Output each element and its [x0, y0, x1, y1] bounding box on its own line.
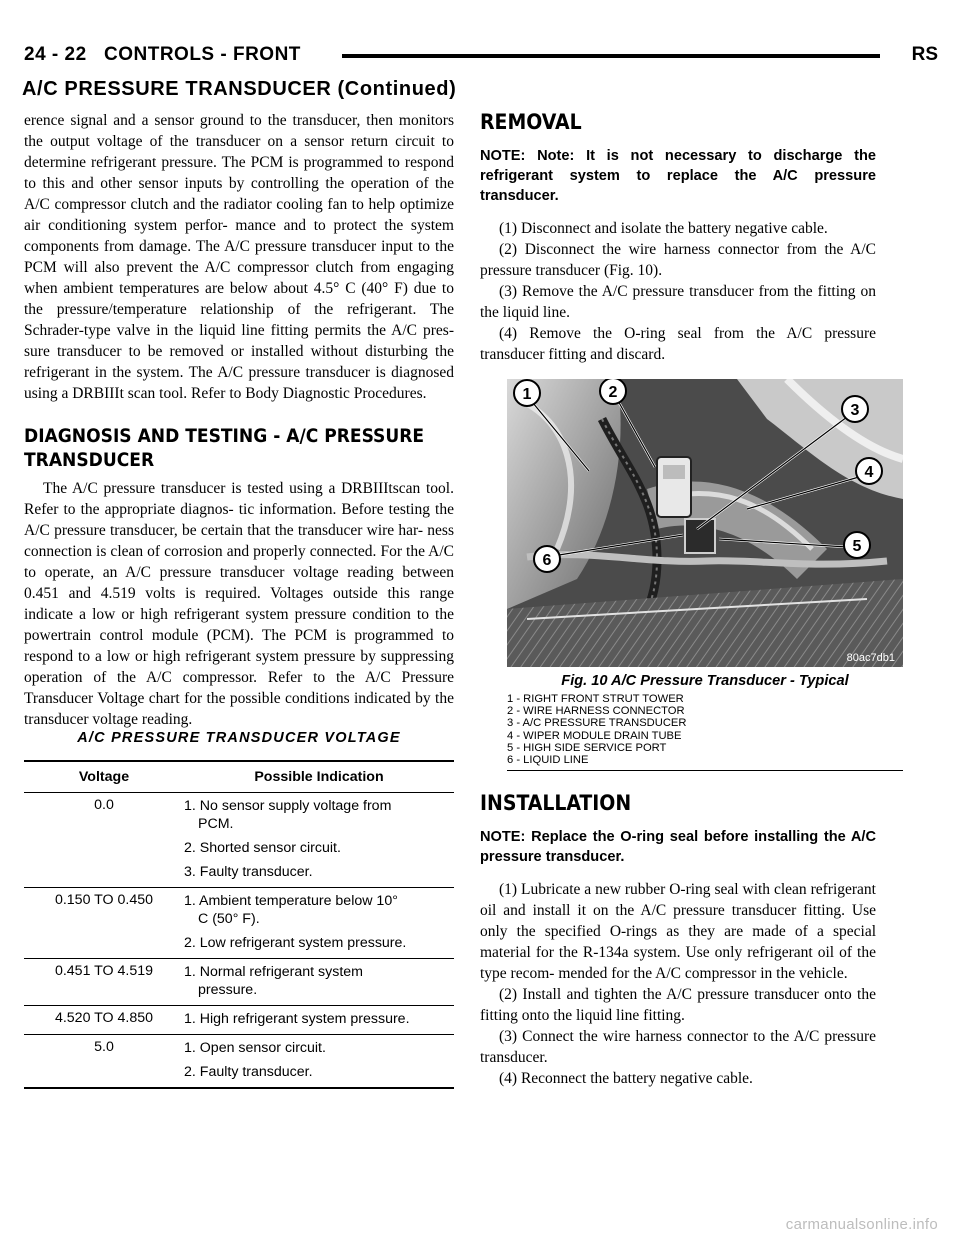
installation-step: (1) Lubricate a new rubber O-ring seal with clean refrigerant oil and install it on the A/C pressure transducer fitting. Use only the specified O-rings as they are made of a special material for the R-134a system. Use only refrigerant oil of the type recom- mended for the A/C compressor in the vehicle. — [480, 881, 876, 983]
removal-step: (1) Disconnect and isolate the battery negative cable. — [499, 220, 828, 237]
legend-item: 2 - WIRE HARNESS CONNECTOR — [507, 705, 685, 718]
svg-text:5: 5 — [852, 538, 862, 555]
indication-cell — [184, 888, 454, 959]
indication-cell — [184, 1006, 454, 1035]
table-title: A/C PRESSURE TRANSDUCER VOLTAGE — [77, 730, 401, 746]
indication-line: 2. Faulty transducer. — [184, 1064, 313, 1080]
legend-item: 5 - HIGH SIDE SERVICE PORT — [507, 741, 667, 754]
removal-heading: REMOVAL — [480, 110, 582, 134]
voltage-table — [24, 760, 454, 1089]
indication-line: 1. No sensor supply voltage from — [184, 798, 392, 814]
svg-text:1: 1 — [522, 386, 532, 403]
installation-heading: INSTALLATION — [480, 791, 632, 816]
installation-steps — [480, 879, 876, 1089]
indication-line: 2. Shorted sensor circuit. — [184, 840, 341, 856]
removal-step: (3) Remove the A/C pressure transducer from the fitting on the liquid line. — [480, 283, 876, 321]
callout-1 — [514, 380, 540, 406]
figure-caption: Fig. 10 A/C Pressure Transducer - Typical — [561, 673, 849, 689]
indication-cell — [184, 1035, 454, 1089]
indication-cell — [184, 793, 454, 888]
installation-step: (3) Connect the wire harness connector to the A/C pressure transducer. — [480, 1028, 876, 1067]
indication-line: PCM. — [198, 816, 234, 832]
indication-line: 1. High refrigerant system pressure. — [184, 1011, 410, 1027]
legend-item: 1 - RIGHT FRONT STRUT TOWER — [507, 693, 684, 705]
removal-step: (2) Disconnect the wire harness connector from the A/C pressure transducer (Fig. 10). — [480, 241, 876, 279]
table-row — [24, 793, 454, 888]
voltage-cell: 0.451 TO 4.519 — [24, 959, 184, 1006]
indication-line: pressure. — [198, 982, 258, 998]
indication-line: C (50° F). — [198, 911, 260, 927]
diagnosis-heading: DIAGNOSIS AND TESTING - A/C PRESSURE TRANSDUCER — [24, 425, 425, 471]
watermark: carmanualsonline.info — [785, 1216, 938, 1233]
indication-line: 2. Low refrigerant system pressure. — [184, 935, 407, 951]
indication-line: 1. Open sensor circuit. — [184, 1040, 326, 1056]
table-row — [24, 888, 454, 959]
removal-steps — [480, 218, 876, 365]
diagnosis-paragraph: The A/C pressure transducer is tested using a DRBIIItscan tool. Refer to the appropriate diagnos- tic information. Before testing the A/C pressure transducer, be certain that the transducer wire har- ness connection is clean of corrosion and properly connected. For the A/C to operate, an A/C pressure transducer voltage reading between 0.451 and 4.519 volts is required. Voltages outside this range indicate a low or high refrigerant system pressure condition to the powertrain control module (PCM). The PCM is programmed to respond to a low or high refrigerant system pressure by suppressing operation of the A/C compressor. Refer to the A/C Pressure Transducer Voltage chart for the possible conditions indicated by the transducer voltage reading. — [24, 480, 454, 728]
installation-step: (2) Install and tighten the A/C pressure transducer onto the fitting onto the liquid line fitting. — [480, 986, 876, 1025]
svg-text:2: 2 — [608, 384, 618, 401]
engine-bay-photo — [507, 379, 903, 667]
voltage-cell: 4.520 TO 4.850 — [24, 1006, 184, 1035]
indication-line: 1. Normal refrigerant system — [184, 964, 363, 980]
indication-line: 1. Ambient temperature below 10° — [184, 893, 398, 909]
figure-photo — [507, 379, 903, 667]
legend-item: 6 - LIQUID LINE — [507, 754, 589, 767]
legend-item: 3 - A/C PRESSURE TRANSDUCER — [507, 717, 687, 730]
svg-text:3: 3 — [850, 402, 860, 419]
right-column — [480, 110, 895, 1089]
figure-legend — [507, 693, 903, 771]
left-column — [24, 110, 454, 1089]
svg-text:6: 6 — [542, 552, 552, 569]
table-row — [24, 959, 454, 1006]
continued-title: A/C PRESSURE TRANSDUCER (Continued) — [22, 78, 457, 100]
table-header-row — [24, 761, 454, 793]
installation-note: NOTE: Replace the O-ring seal before installing the A/C pressure transducer. — [480, 829, 876, 866]
table-row — [24, 1035, 454, 1089]
image-code: 80ac7db1 — [846, 652, 895, 664]
intro-paragraph: erence signal and a sensor ground to the transducer, then monitors the output voltage of the transducer on a sensor return circuit to determine refrigerant pressure. The PCM is programmed to respond to this and other sensor inputs by controlling the operation of the A/C compressor clutch and the radiator cooling fan to help optimize air conditioning system perfor- mance and to protect the system components from damage. The A/C pressure transducer input to the PCM will also prevent the A/C compressor clutch from engaging when ambient temperatures are below about 4.5° C (40° F) due to the pressure/temperature relationship of the refrigerant. The Schrader-type valve in the liquid line fitting permits the A/C pres- sure transducer to be removed or installed without disturbing the refrigerant in the system. The A/C pressure transducer is diagnosed using a DRBIIIt scan tool. Refer to Body Diagnostic Procedures. — [24, 112, 454, 402]
table-row — [24, 1006, 454, 1035]
removal-note: NOTE: Note: It is not necessary to discharge the refrigerant system to replace the A/C pressure transducer. — [480, 148, 876, 204]
indication-cell — [184, 959, 454, 1006]
indication-line: 3. Faulty transducer. — [184, 864, 313, 880]
page-number-section: 24 - 22 CONTROLS - FRONT — [24, 44, 301, 65]
voltage-cell: 5.0 — [24, 1035, 184, 1089]
svg-text:4: 4 — [864, 464, 874, 481]
callout-3 — [842, 396, 868, 422]
installation-step: (4) Reconnect the battery negative cable. — [499, 1070, 753, 1088]
callout-5 — [844, 532, 870, 558]
col-indication-header: Possible Indication — [184, 761, 454, 793]
header-rule — [342, 54, 880, 58]
vehicle-code: RS — [911, 44, 938, 65]
col-voltage-header: Voltage — [24, 761, 184, 793]
voltage-cell: 0.150 TO 0.450 — [24, 888, 184, 959]
removal-step: (4) Remove the O-ring seal from the A/C pressure transducer fitting and discard. — [480, 325, 876, 363]
legend-item: 4 - WIPER MODULE DRAIN TUBE — [507, 729, 682, 742]
voltage-cell: 0.0 — [24, 793, 184, 888]
callout-6 — [534, 546, 560, 572]
page-header — [24, 44, 938, 74]
callout-4 — [856, 458, 882, 484]
callout-2 — [600, 379, 626, 404]
